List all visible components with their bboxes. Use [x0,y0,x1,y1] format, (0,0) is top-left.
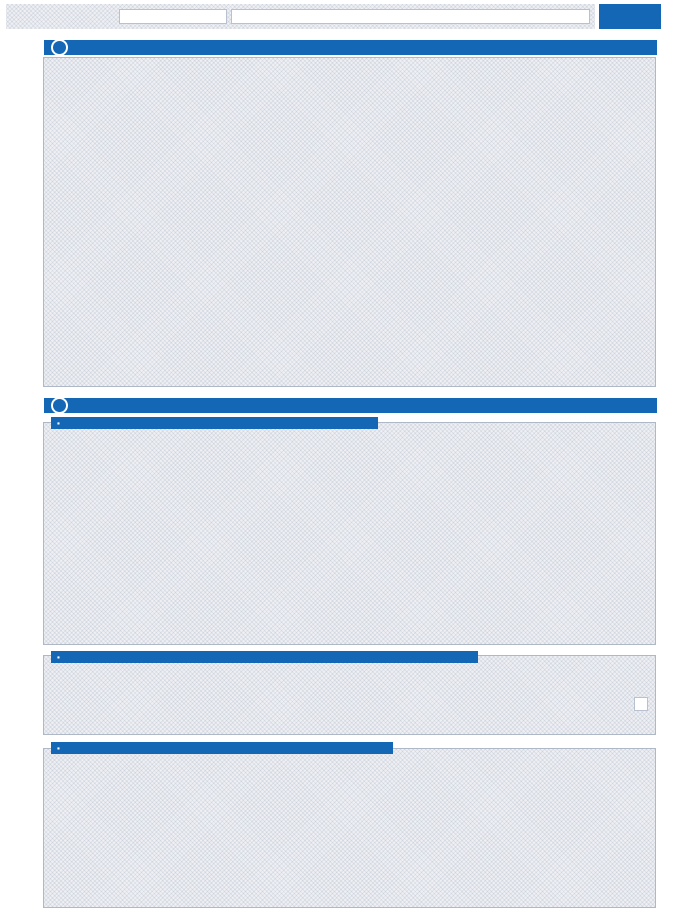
section-b2-title: ▪ [51,651,478,663]
section-b3-title: ▪ [51,742,393,754]
section-a-panel [43,57,656,387]
section-b1-panel [43,422,656,645]
primer-declarante-label [80,8,116,15]
apellidos-field[interactable] [231,9,590,24]
section-a-band [44,40,657,55]
hojas-adicionales-field[interactable] [634,697,648,711]
section-b2-panel [43,655,656,735]
section-b1-title: ▪ [51,417,378,429]
section-b-band [44,398,657,413]
section-b3-panel [43,748,656,908]
section-b-letter [51,397,68,414]
nif-field[interactable] [119,9,227,24]
section-a-letter [51,39,68,56]
page-number-badge [599,4,661,29]
